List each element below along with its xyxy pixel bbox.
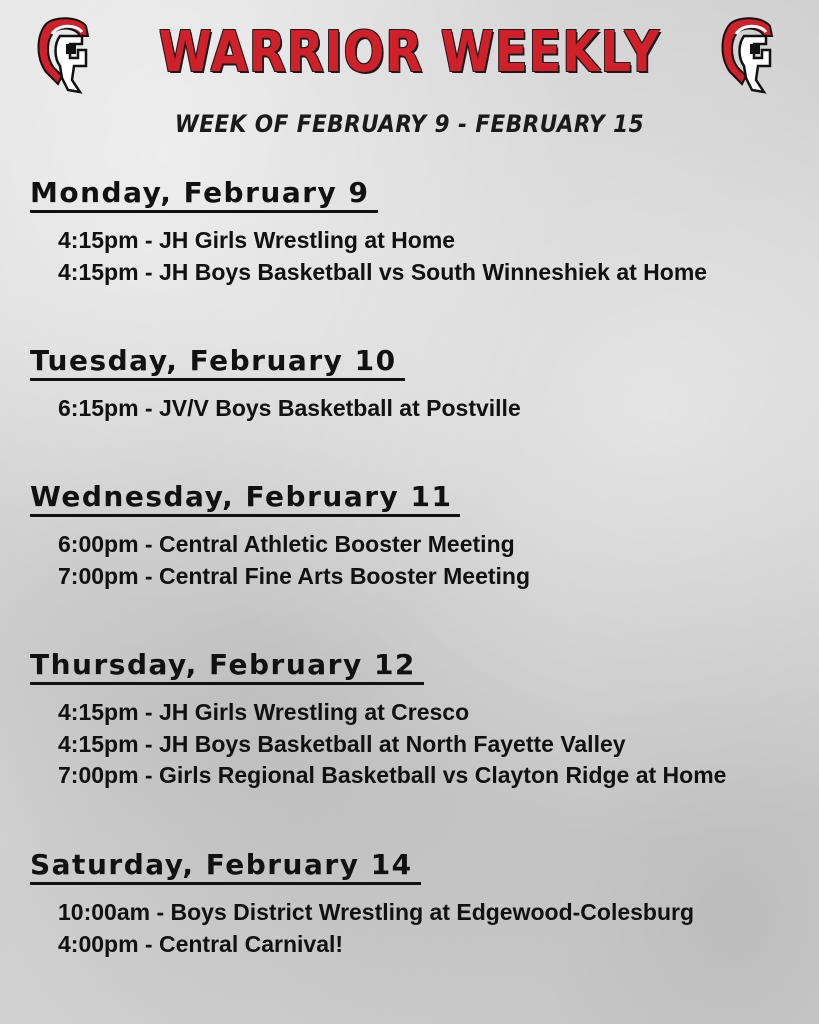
event-list	[58, 529, 530, 592]
event-item: 10:00am - Boys District Wrestling at Edgewood-Colesburg	[58, 899, 695, 925]
event-item: 6:00pm - Central Athletic Booster Meeting	[58, 531, 515, 557]
day-section-saturday	[30, 848, 694, 960]
event-list	[58, 897, 694, 960]
event-item: 4:15pm - JH Boys Basketball vs South Winneshiek at Home	[58, 258, 708, 285]
event-item: 4:00pm - Central Carnival!	[58, 930, 344, 957]
event-item: 4:15pm - JH Girls Wrestling at Cresco	[58, 699, 470, 725]
event-item: 7:00pm - Central Fine Arts Booster Meeting	[58, 562, 531, 589]
day-heading: Tuesday, February 10	[30, 344, 405, 381]
day-section-tuesday	[30, 344, 521, 425]
day-heading: Monday, February 9	[30, 176, 378, 213]
day-section-monday	[30, 176, 707, 288]
event-list	[58, 393, 521, 425]
day-section-wednesday	[30, 480, 530, 592]
event-list	[58, 697, 726, 792]
day-heading: Wednesday, February 11	[30, 480, 460, 517]
page-title: WARRIOR WEEKLY	[158, 20, 661, 85]
event-item: 4:15pm - JH Girls Wrestling at Home	[58, 227, 456, 253]
day-heading: Saturday, February 14	[30, 848, 421, 885]
event-item: 7:00pm - Girls Regional Basketball vs Clayton Ridge at Home	[58, 762, 727, 788]
event-item: 6:15pm - JV/V Boys Basketball at Postville	[58, 395, 521, 421]
day-heading: Thursday, February 12	[30, 648, 424, 685]
day-section-thursday	[30, 648, 726, 792]
event-item: 4:15pm - JH Boys Basketball at North Fayette Valley	[58, 730, 626, 757]
event-list	[58, 225, 707, 288]
week-range-subtitle: WEEK OF FEBRUARY 9 - FEBRUARY 15	[174, 110, 645, 138]
